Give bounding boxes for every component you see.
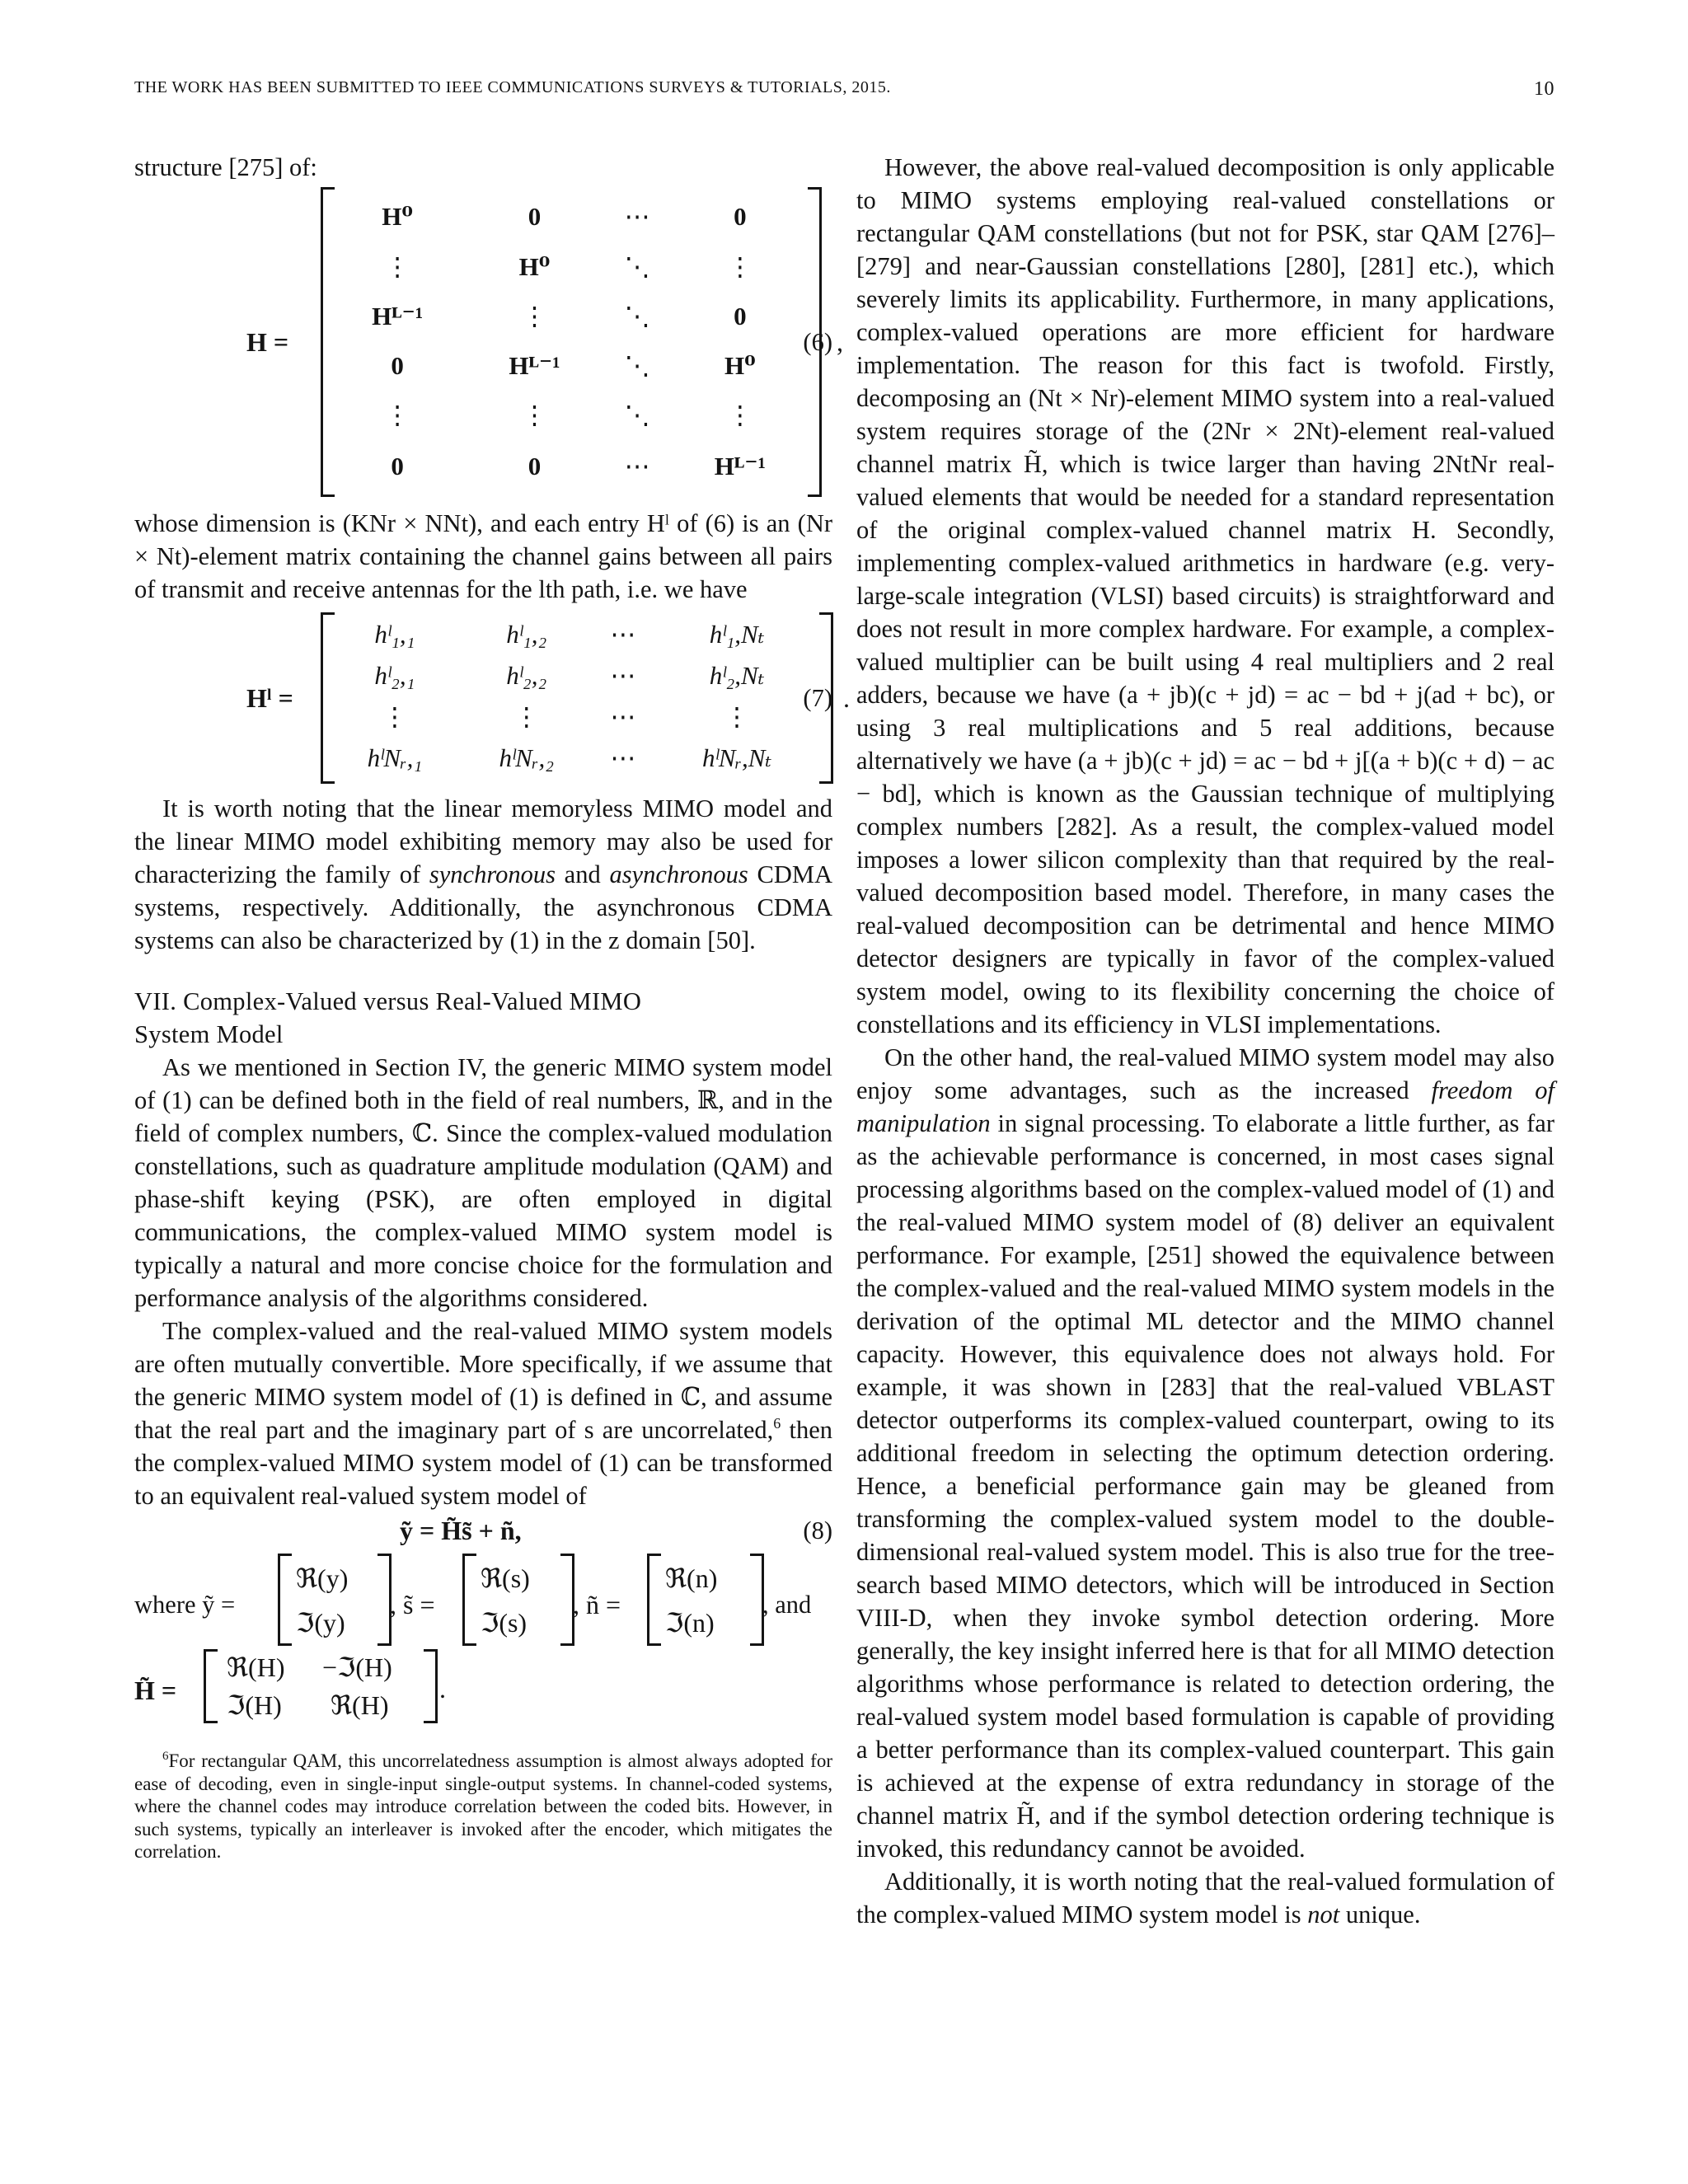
eq7-cell: hˡ₂,₂ xyxy=(506,661,547,690)
n-label: , ñ = xyxy=(573,1590,621,1619)
eq7-cell: ⋯ xyxy=(610,620,636,649)
footnote-6 xyxy=(134,1750,832,1863)
eq7-cell: ⋮ xyxy=(382,702,408,731)
section-heading: VII. Complex-Valued versus Real-Valued MIMO xyxy=(134,987,642,1015)
s-imag: ℑ(s) xyxy=(481,1608,528,1638)
eq6-cell: ⋮ xyxy=(384,252,410,281)
eq6-cell: ⋮ xyxy=(727,252,753,281)
eq8-body: ỹ = H̃s̃ + ñ, xyxy=(400,1516,522,1545)
paragraph-dimension: whose dimension is (KNr × NNt), and each entry Hˡ of (6) is an (Nr × Nt)-element matrix containing the channel gains between all pairs of transmit and receive antennas for the lth path, i.e. we have xyxy=(134,509,832,603)
text-run: in signal processing. To elaborate a little further, as far as the achievable performance is concerned, in most cases signal processing algorithms based on the complex-valued model of (1) and the real-valued MIMO system model of (8) deliver an equivalent performance. For example, [251] showed the equivalence between the complex-valued and the real-valued MIMO system models in the derivation of the optimal ML detector and the MIMO channel capacity. However, this equivalence does not always hold. For example, it was shown in [283] that the real-valued VBLAST detector outperforms its complex-valued counterpart, owing to its additional freedom in selecting the optimum detection ordering. Hence, a beneficial performance gain may be gleaned from transforming the complex-valued system model to the double-dimensional real-valued system model. This is also true for the tree-search based MIMO detectors, which will be introduced in Section VIII-D, when they invoke symbol detection ordering. More generally, the key insight inferred here is that for all MIMO detection algorithms whose performance is related to detection ordering, the real-valued system model based formulation is capable of providing a better performance than its complex-valued counterpart. This gain is achieved at the expense of extra redundancy in storage of the channel matrix H̃, and if the symbol detection ordering technique is invoked, this redundancy cannot be avoided. xyxy=(856,1109,1554,1863)
eq6-cell: ⋱ xyxy=(624,401,650,429)
text-run: CDMA systems, respectively. Additionally, the asynchronous CDMA systems can also be characterized by (1) in the z domain [50]. xyxy=(134,860,832,954)
eq7-cell: hˡNᵣ,₁ xyxy=(367,743,423,772)
eq6-cell: ⋮ xyxy=(727,401,753,429)
text-run: It is worth noting that the linear memoryless MIMO model and the linear MIMO model exhibiting memory may also be used for characterizing the family of xyxy=(134,794,832,888)
eq7-cell: hˡNᵣ,₂ xyxy=(499,743,554,772)
eq6-cell: ⋱ xyxy=(624,351,650,380)
eq6-trail: , xyxy=(837,327,843,357)
text-run: Additionally, it is worth noting that the real-valued formulation of the complex-valued MIMO system model is xyxy=(856,1868,1554,1929)
eq6-matrix xyxy=(329,190,809,492)
eq6-cell: 0 xyxy=(528,451,542,480)
eq7-cell: hˡNᵣ,Nₜ xyxy=(701,743,772,772)
emphasis: synchronous xyxy=(429,860,556,888)
h-tilde-trail: . xyxy=(439,1674,446,1704)
journal-title: THE WORK HAS BEEN SUBMITTED TO IEEE COMMUNICATIONS SURVEYS & TUTORIALS, 2015. xyxy=(134,78,891,96)
eq7-number: (7) xyxy=(803,684,832,712)
s-real: ℜ(s) xyxy=(481,1563,530,1593)
eq7-cell: hˡ₁,₂ xyxy=(506,620,547,649)
y-imag: ℑ(y) xyxy=(296,1608,345,1638)
paragraph-advantages xyxy=(856,1041,1554,1865)
footnote-text: For rectangular QAM, this uncorrelatedness assumption is almost always adopted for ease of decoding, even in single-input single-output systems. In channel-coded systems, where the channel codes may introduce correlation between the coded bits. However, in such systems, typically an interleaver is invoked after the encoder, which mitigates the correlation. xyxy=(134,1750,832,1862)
eq6-cell: Hᴸ⁻¹ xyxy=(509,351,560,380)
eq6-cell: ⋱ xyxy=(624,302,650,330)
eq6-cell: 0 xyxy=(391,351,404,380)
intro-line: structure [275] of: xyxy=(134,153,317,181)
eq7-cell: hˡ₁,Nₜ xyxy=(709,620,765,649)
equation-7 xyxy=(134,606,850,792)
right-column xyxy=(856,151,1554,1931)
text-run: then the complex-valued MIMO system model of (1) can be transformed to an equivalent real-valued system model of xyxy=(134,1416,832,1510)
eq7-cell: hˡ₂,₁ xyxy=(374,661,415,690)
paragraph-cdma xyxy=(134,792,832,957)
h-tilde-cell: ℜ(H) xyxy=(227,1652,285,1682)
eq6-cell: H⁰ xyxy=(518,252,551,281)
eq8-definitions xyxy=(134,1552,832,1720)
eq6-cell: 0 xyxy=(391,451,404,480)
eq6-lhs: H = xyxy=(246,327,289,357)
eq6-cell: ⋮ xyxy=(521,302,547,330)
paragraph-section7-intro: As we mentioned in Section IV, the generic MIMO system model of (1) can be defined both in the field of real numbers, ℝ, and in the field of complex numbers, ℂ. Since the complex-valued modulation constellations, such as quadrature amplitude modulation (QAM) and phase-shift keying (PSK), are often employed in digital communications, the complex-valued MIMO system model is typically a natural and more concise choice for the formulation and performance analysis of the algorithms considered. xyxy=(134,1053,832,1312)
eq7-cell: hˡ₂,Nₜ xyxy=(709,661,765,690)
eq7-cell: ⋯ xyxy=(610,743,636,772)
footnote-mark: 6 xyxy=(162,1750,169,1763)
y-real: ℜ(y) xyxy=(296,1563,349,1593)
and-word: , and xyxy=(762,1591,812,1619)
s-label: , s̃ = xyxy=(390,1590,435,1619)
eq6-cell: Hᴸ⁻¹ xyxy=(714,451,766,480)
eq8-number: (8) xyxy=(803,1516,832,1544)
paragraph-not-unique xyxy=(856,1865,1554,1931)
emphasis: asynchronous xyxy=(609,860,748,888)
text-run: The complex-valued and the real-valued MIMO system models are often mutually convertible. More specifically, if we assume that the generic MIMO system model of (1) is defined in ℂ, and assume that the real part and the imaginary part of s are uncorrelated, xyxy=(134,1317,832,1444)
running-header xyxy=(134,78,1554,103)
eq6-cell: ⋮ xyxy=(521,401,547,429)
n-imag: ℑ(n) xyxy=(665,1608,715,1638)
eq7-cell: ⋮ xyxy=(513,702,540,731)
eq7-cell: ⋯ xyxy=(610,661,636,690)
left-column xyxy=(134,151,850,1863)
paragraph-applicability: However, the above real-valued decomposition is only applicable to MIMO systems employing real-valued constellations or rectangular QAM constellations (but not for PSK, star QAM [276]–[279] and near-Gaussian constellations [280], [281] etc.), which severely limits its applicability. Furthermore, in many applications, complex-valued operations are more efficient for hardware implementation. The reason for this fact is twofold. Firstly, decomposing an (Nt × Nr)-element MIMO system into a real-valued system requires storage of the (2Nr × 2Nt)-element real-valued channel matrix H̃, which is twice larger than having 2NtNr real-valued elements that would be needed for a standard representation of the original complex-valued channel matrix H. Secondly, implementing complex-valued arithmetics in hardware (e.g. very-large-scale integration (VLSI) based circuits) is straightforward and does not result in more complex hardware. For example, a complex-valued multiplier can be built using 4 real multipliers and 2 real adders, because we have (a + jb)(c + jd) = ac − bd + j(ad + bc), or using 3 real multiplications and 5 real additions, because alternatively we have (a + jb)(c + jd) = ac − bd + j[(a + b)(c + d) − ac − bd], which is known as the Gaussian technique of multiplying complex numbers [282]. As a result, the complex-valued model imposes a lower silicon complexity than that required by the real-valued decomposition based model. Therefore, in many cases the real-valued decomposition can be detrimental and hence MIMO detector designers are typically in favor of the complex-valued system model, owing to its flexibility concerning the choice of constellations and its efficiency in VLSI implementations. xyxy=(856,153,1554,1038)
eq7-trail: . xyxy=(843,683,850,713)
eq6-cell: Hᴸ⁻¹ xyxy=(372,302,424,330)
where-y-label: where ỹ = xyxy=(134,1591,236,1619)
eq7-cell: hˡ₁,₁ xyxy=(374,620,415,649)
eq6-cell: 0 xyxy=(734,302,747,330)
text-run: unique. xyxy=(1339,1900,1421,1929)
equation-6 xyxy=(134,184,843,507)
eq7-matrix xyxy=(329,614,820,779)
eq6-cell: 0 xyxy=(528,201,542,231)
eq6-number: (6) xyxy=(803,328,832,356)
text-run: and xyxy=(555,860,610,888)
eq6-cell: ⋯ xyxy=(624,451,650,480)
eq6-cell: 0 xyxy=(734,201,747,231)
equation-8 xyxy=(134,1512,832,1552)
h-tilde-label: H̃ = xyxy=(134,1675,177,1705)
emphasis: not xyxy=(1307,1900,1340,1929)
eq7-cell: ⋮ xyxy=(724,702,750,731)
section-heading-line2: System Model xyxy=(134,1020,284,1048)
n-real: ℜ(n) xyxy=(665,1563,718,1593)
paragraph-convertible xyxy=(134,1315,832,1512)
text-run: On the other hand, the real-valued MIMO system model may also enjoy some advantages, such as the increased xyxy=(856,1043,1554,1104)
h-tilde-cell: ℜ(H) xyxy=(331,1690,389,1720)
eq6-cell: ⋮ xyxy=(384,401,410,429)
emphasis: freedom of manipulation xyxy=(856,1076,1555,1137)
h-tilde-cell: −ℑ(H) xyxy=(322,1652,392,1682)
h-tilde-cell: ℑ(H) xyxy=(227,1690,282,1720)
eq6-cell: H⁰ xyxy=(724,351,756,380)
page-number: 10 xyxy=(1534,78,1554,100)
eq6-cell: ⋯ xyxy=(624,201,650,231)
eq7-lhs: Hˡ = xyxy=(246,683,293,713)
footnote-ref: 6 xyxy=(773,1415,781,1432)
eq6-cell: H⁰ xyxy=(382,201,413,231)
eq6-cell: ⋱ xyxy=(624,252,650,281)
eq7-cell: ⋯ xyxy=(610,702,636,731)
